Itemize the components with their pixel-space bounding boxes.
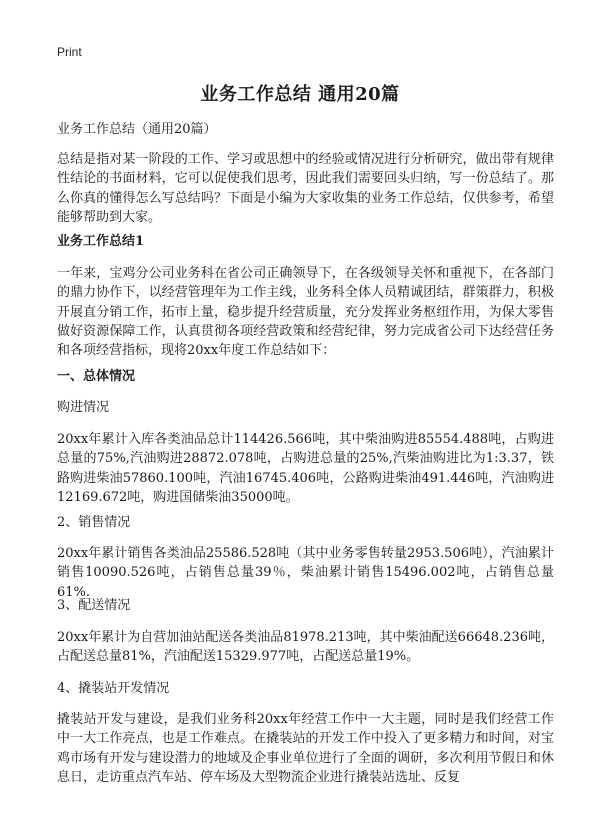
- delivery-paragraph: 20xx年累计为自营加油站配送各类油品81978.213吨，其中柴油配送66648.236吨，占配送总量81%，汽油配送15329.977吨，占配送总量19%。: [57, 630, 554, 665]
- section-heading: 业务工作总结1: [57, 234, 145, 249]
- purchase-paragraph: 20xx年累计入库各类油品总计114426.566吨，其中柴油购进85554.488吨，占购进总量的75%,汽油购进28872.078吨，占购进总量的25%,汽柴油购进比为1:3.37，铁路购进柴油57860.100吨，汽油16745.406吨，公路购进柴油491.446吨，汽油购进12169.672吨，购进国储柴油35000吨。: [57, 432, 554, 505]
- station-subheading: 4、撬装站开发情况: [57, 681, 170, 696]
- sales-paragraph: 20xx年累计销售各类油品25586.528吨（其中业务零售转量2953.506吨），汽油累计销售10090.526吨，占销售总量39％，柴油累计销售15496.002吨，占销售总量61%.: [57, 546, 554, 600]
- document-subtitle: 业务工作总结（通用20篇）: [57, 122, 217, 137]
- overview-heading: 一、总体情况: [57, 369, 136, 384]
- print-link[interactable]: Print: [57, 45, 82, 59]
- purchase-subheading: 购进情况: [57, 400, 110, 415]
- station-paragraph: 撬装站开发与建设，是我们业务科20xx年经营工作中一大主题，同时是我们经营工作中一大工作亮点，也是工作难点。在撬装站的开发工作中投入了更多精力和时间，对宝鸡市场有开发与建设潜力的地域及企事业单位进行了全面的调研，多次利用节假日和休息日，走访重点汽车站、停车场及大型物流企业进行撬装站选址、反复: [57, 712, 554, 785]
- delivery-subheading: 3、配送情况: [57, 598, 131, 613]
- intro-paragraph: 总结是指对某一阶段的工作、学习或思想中的经验或情况进行分析研究，做出带有规律性结论的书面材料，它可以促使我们思考，因此我们需要回头归纳，写一份总结了。那么你真的懂得怎么写总结吗？下面是小编为大家收集的业务工作总结，仅供参考，希望能够帮助到大家。: [57, 152, 554, 225]
- section-paragraph: 一年来，宝鸡分公司业务科在省公司正确领导下，在各级领导关怀和重视下，在各部门的鼎力协作下，以经营管理年为工作主线，业务科全体人员精诚团结，群策群力，积极开展直分销工作，拓市上量，稳步提升经营质量，充分发挥业务枢纽作用，为保大零售做好资源保障工作，认真贯彻各项经营政策和经营纪律，努力完成省公司下达经营任务和各项经营指标，现将20xx年度工作总结如下：: [57, 266, 554, 359]
- document-title: 业务工作总结 通用20篇: [200, 84, 400, 105]
- sales-subheading: 2、销售情况: [57, 515, 131, 530]
